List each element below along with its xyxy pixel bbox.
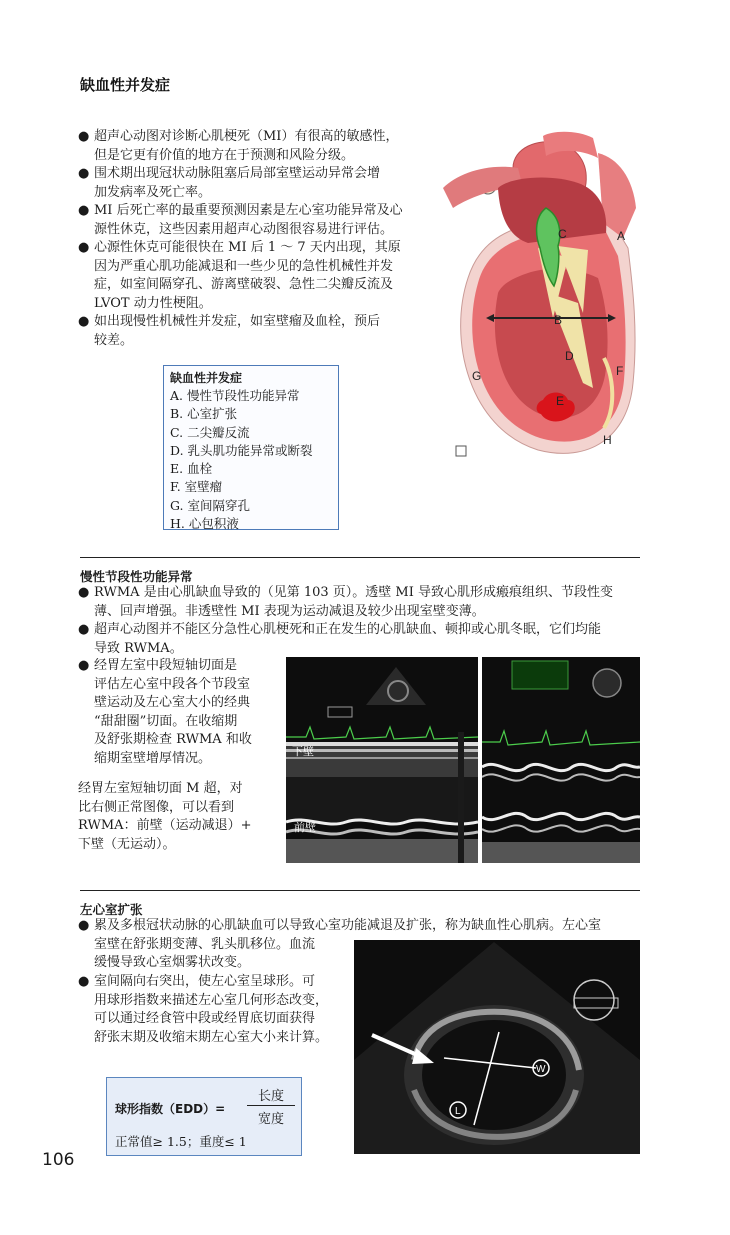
list-item: ● 超声心动图对诊断心肌梗死（MI）有很高的敏感性， 但是它更有价值的地方在于预测和风险分级。 xyxy=(78,129,399,163)
list-item: ● RWMA 是由心肌缺血导致的（见第 103 页）。透壁 MI 导致心肌形成瘢痕组织、节段性变 薄、回声增强。非透壁性 MI 表现为运动减退及较少出现室壁变薄。 xyxy=(78,585,613,619)
section-divider xyxy=(80,890,640,891)
page-title: 缺血性并发症 xyxy=(80,76,171,94)
list-item: ● 累及多根冠状动脉的心肌缺血可以导致心室功能减退及扩张，称为缺血性心肌病。左心室 室壁在舒张期变薄、乳头肌移位。血流 缓慢导致心室烟雾状改变。 xyxy=(78,918,602,970)
heart-label-f: F xyxy=(616,364,624,378)
heart-label-e: E xyxy=(556,394,565,408)
sphericity-formula-box xyxy=(106,1077,302,1156)
complications-box-title: 缺血性并发症 xyxy=(170,371,243,385)
echo-label-l: L xyxy=(455,1106,461,1117)
section-title-chronic-rwma: 慢性节段性功能异常 xyxy=(80,569,193,584)
list-item: ● 围术期出现冠状动脉阻塞后局部室壁运动异常会增 加发病率及死亡率。 xyxy=(78,166,381,200)
list-item: H. 心包积液 xyxy=(170,516,239,532)
formula-lhs: 球形指数（EDD）= xyxy=(115,1102,226,1116)
section1-bullet-echo xyxy=(78,657,278,768)
list-item: ● 经胃左室中段短轴切面是 评估左心室中段各个节段室 壁运动及左心室大小的经典 “甜甜圈”切面。在收缩期 及舒张期检查 RWMA 和收 缩期室壁增厚情况。 xyxy=(78,658,252,766)
list-item: ● 心源性休克可能很快在 MI 后 1 ～ 7 天内出现，其原 因为严重心肌功能减退和一些少见的急性机械性并发 症，如室间隔穿孔、游离壁破裂、急性二尖瓣反流及 LVOT 动力性梗阻。 xyxy=(78,240,401,311)
list-item: G. 室间隔穿孔 xyxy=(170,497,250,513)
heart-label-h: H xyxy=(603,433,612,447)
list-item: ● MI 后死亡率的最重要预测因素是左心室功能异常及心 源性休克，这些因素用超声心动图很容易进行评估。 xyxy=(78,203,403,237)
heart-illustration xyxy=(428,128,650,468)
intro-bullet-list xyxy=(78,128,418,350)
heart-label-g: G xyxy=(472,369,482,383)
mmode-echo-abnormal xyxy=(286,657,478,863)
complications-box xyxy=(163,365,339,530)
mmode-echo-normal xyxy=(482,657,640,863)
echo-label-w: W xyxy=(536,1064,546,1075)
formula-denominator: 宽度 xyxy=(257,1112,284,1127)
list-item: C. 二尖瓣反流 xyxy=(170,424,250,440)
heart-label-a: A xyxy=(617,229,626,243)
list-item: ● 超声心动图并不能区分急性心肌梗死和正在发生的心肌缺血、顿抑或心肌冬眠，它们均能 导致 RWMA。 xyxy=(78,622,602,656)
formula-normal-range: 正常值≥ 1.5；重度≤ 1 xyxy=(115,1134,247,1149)
list-item: B. 心室扩张 xyxy=(170,406,238,422)
list-item: A. 慢性节段性功能异常 xyxy=(170,388,300,403)
heart-label-d: D xyxy=(565,349,574,363)
fraction-bar xyxy=(247,1105,295,1106)
list-item: ● 室间隔向右突出，使左心室呈球形。可 用球形指数来描述左心室几何形态改变， 可以通过经食管中段或经胃底切面获得 舒张末期及收缩末期左心室大小来计算。 xyxy=(78,974,329,1045)
echo-label-anterior: 前壁 xyxy=(294,822,316,834)
echo-label-inferior: 下壁 xyxy=(292,746,314,758)
list-item: F. 室壁瘤 xyxy=(170,479,223,495)
section1-bullets xyxy=(78,584,648,658)
heart-label-c: C xyxy=(558,227,567,241)
echo-caption: 经胃左室短轴切面 M 超，对 比右侧正常图像，可以看到 RWMA：前壁（运动减退）+ 下壁（无运动）。 xyxy=(78,781,252,852)
page-number: 106 xyxy=(42,1150,75,1170)
section-title-lv-dilation: 左心室扩张 xyxy=(80,902,143,917)
section-divider xyxy=(80,557,640,558)
formula-numerator: 长度 xyxy=(257,1089,284,1104)
list-item: D. 乳头肌功能异常或断裂 xyxy=(170,442,313,458)
heart-label-b: B xyxy=(554,313,563,327)
lv-dilation-echo xyxy=(354,940,640,1154)
section2-bullet-2 xyxy=(78,973,353,1047)
list-item: E. 血栓 xyxy=(170,461,213,477)
list-item: ● 如出现慢性机械性并发症，如室壁瘤及血栓，预后 较差。 xyxy=(78,314,381,348)
